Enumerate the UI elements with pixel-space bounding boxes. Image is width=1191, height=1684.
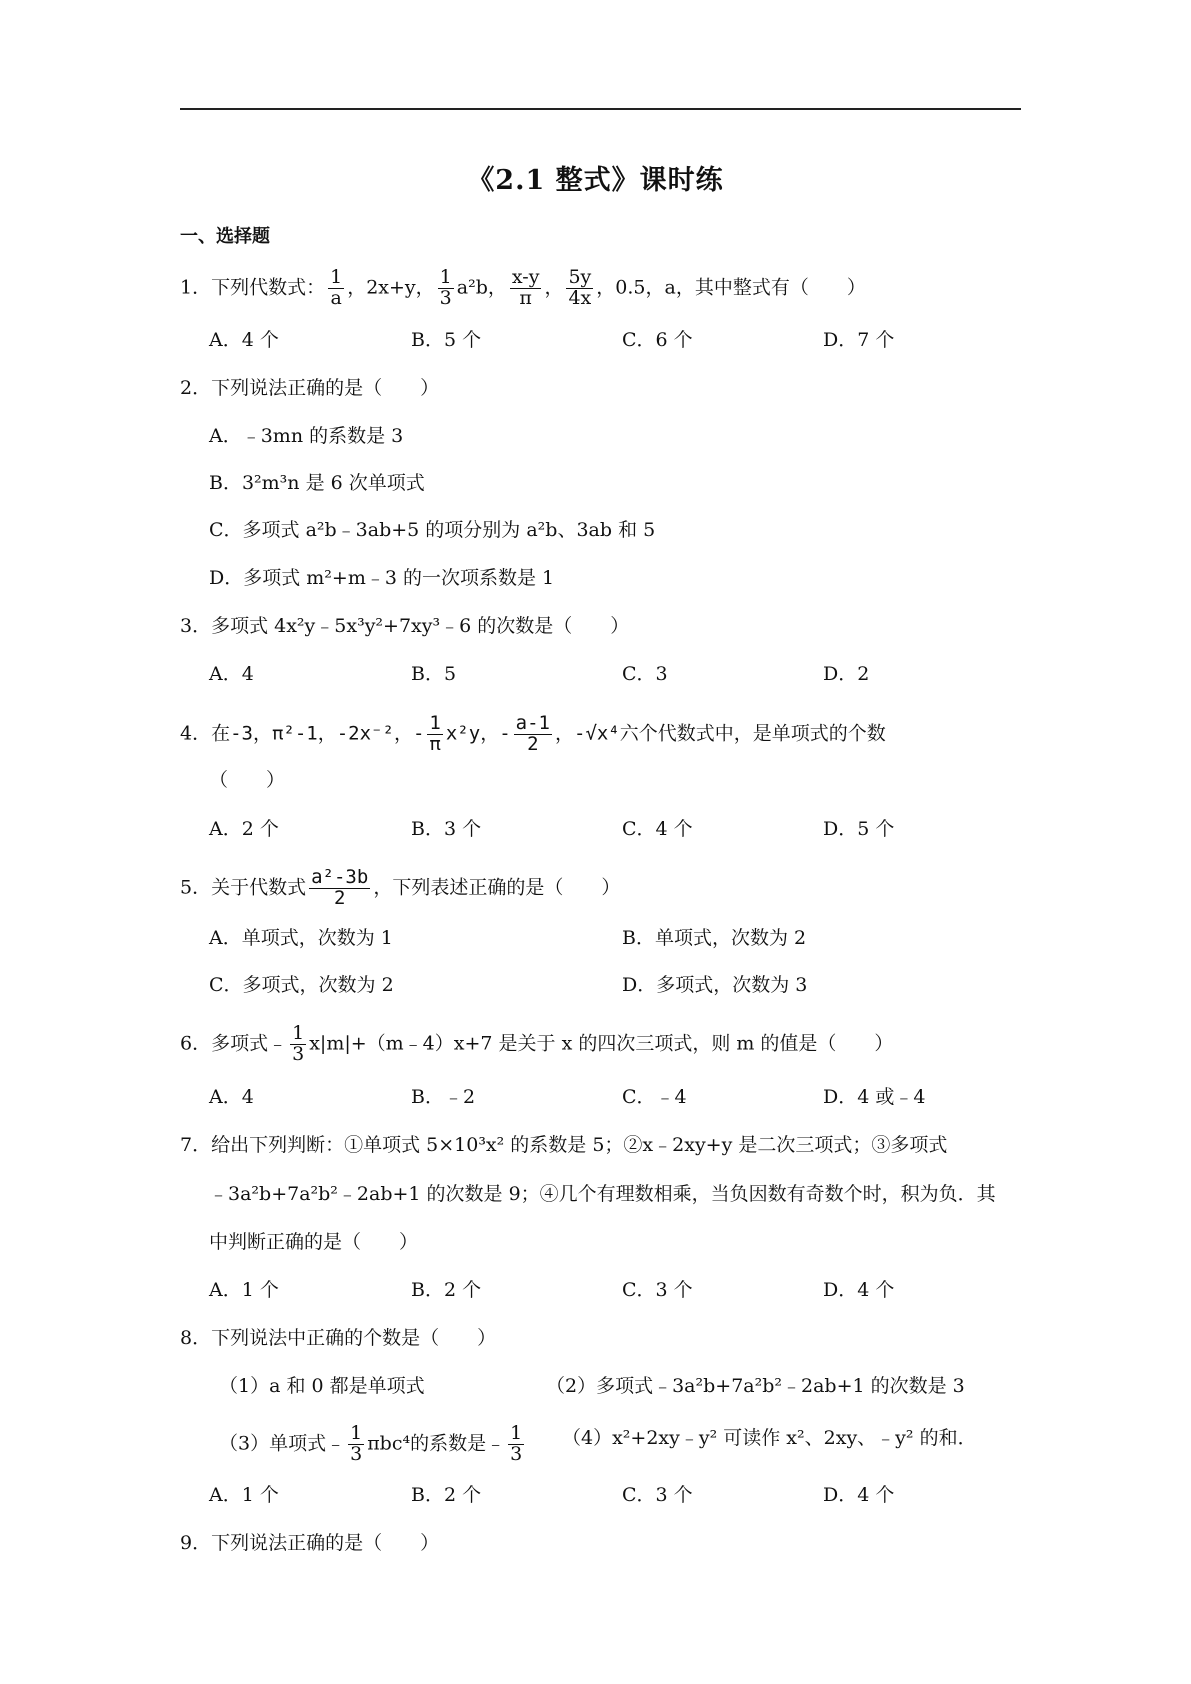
q4-option-b: B．3 个 [411,818,482,840]
question-3-stem: 3．多项式 4x²y﹣5x³y²+7xy³﹣6 的次数是（ ） [180,615,630,637]
q1-option-a: A．4 个 [209,329,279,351]
q5-option-d: D．多项式，次数为 3 [622,974,808,996]
section-heading: 一、选择题 [180,226,270,247]
header-rule [180,108,1021,110]
q8-option-b: B．2 个 [411,1484,482,1506]
q7-option-c: C．3 个 [622,1279,693,1301]
question-7-line-1: 7．给出下列判断：①单项式 5×10³x² 的系数是 5；②x﹣2xy+y 是二次三项式；③多项式 [180,1134,948,1156]
q6-option-b: B．﹣2 [411,1086,476,1108]
q8-statement-3: （3）单项式﹣ $\frac{1}{3}$ πbc⁴的系数是﹣ $\frac{1}{3}$ [219,1422,523,1465]
square-root: -√x⁴ [574,722,620,745]
q6-option-a: A．4 [209,1086,254,1108]
page-title: 《2.1 整式》课时练 [467,165,724,196]
fraction: $\frac{1}{3}$ [510,1422,523,1465]
q4-option-d: D．5 个 [823,818,895,840]
q2-option-c: C．多项式 a²b﹣3ab+5 的项分别为 a²b、3ab 和 5 [209,519,656,541]
fraction: $\frac{1}{3}$ [350,1422,363,1465]
q8-statement-4: （4）x²+2xy﹣y² 可读作 x²、2xy、﹣y² 的和． [562,1427,977,1449]
question-1-stem: 1．下列代数式： $\frac{1}{a}$ ，2x+y， $\frac{1}{3}$ a²b， $\frac{x-y}{\pi}$ ， $\frac{5y}{4x}$ ，0.5，a，其中整式有（ ） [180,266,866,309]
q8-option-c: C．3 个 [622,1484,693,1506]
question-6-stem: 6．多项式﹣ $\frac{1}{3}$ x|m|+（m﹣4）x+7 是关于 x 的四次三项式，则 m 的值是（ ） [180,1022,894,1065]
q5-option-c: C．多项式，次数为 2 [209,974,394,996]
q1-option-b: B．5 个 [411,329,482,351]
q6-option-c: C．﹣4 [622,1086,687,1108]
q4-paren: （ ） [209,769,286,791]
question-5-stem: 5．关于代数式 $\frac{\text{a²-3b}}{2}$ ，下列表述正确的是（ ） [180,866,621,909]
fraction: $\frac{a-1}{2}$ [515,712,550,755]
q2-option-d: D．多项式 m²+m﹣3 的一次项系数是 1 [209,567,555,589]
question-7-line-3: 中判断正确的是（ ） [209,1231,419,1253]
q8-statement-1: （1）a 和 0 都是单项式 [219,1375,425,1397]
fraction: $\frac{\text{a²-3b}}{2}$ [311,866,369,909]
q6-option-d: D．4 或﹣4 [823,1086,926,1108]
q4-option-c: C．4 个 [622,818,693,840]
q4-option-a: A．2 个 [209,818,279,840]
q8-statement-2: （2）多项式﹣3a²b+7a²b²﹣2ab+1 的次数是 3 [546,1375,965,1397]
q2-option-b: B．3²m³n 是 6 次单项式 [209,472,425,494]
question-2-stem: 2．下列说法正确的是（ ） [180,377,440,399]
q5-option-a: A．单项式，次数为 1 [209,927,393,949]
q3-option-a: A．4 [209,663,254,685]
fraction: $\frac{x-y}{\pi}$ [511,266,540,309]
question-9-stem: 9．下列说法正确的是（ ） [180,1532,440,1554]
fraction: $\frac{1}{a}$ [330,266,343,309]
fraction: $\frac{5y}{4x}$ [568,266,592,309]
q3-option-b: B．5 [411,663,457,685]
fraction: $\frac{1}{\pi}$ [429,712,441,755]
q8-option-a: A．1 个 [209,1484,279,1506]
q7-option-b: B．2 个 [411,1279,482,1301]
question-4-stem: 4．在-3，π²-1，-2x⁻²，- $\frac{1}{\pi}$ x²y，- $\frac{a-1}{2}$ ，-√x⁴六个代数式中，是单项式的个数 [180,712,886,755]
q1-option-c: C．6 个 [622,329,693,351]
q2-option-a: A．﹣3mn 的系数是 3 [209,425,404,447]
q7-option-a: A．1 个 [209,1279,279,1301]
q5-option-b: B．单项式，次数为 2 [622,927,807,949]
question-7-line-2: ﹣3a²b+7a²b²﹣2ab+1 的次数是 9；④几个有理数相乘，当负因数有奇数个时，积为负．其 [209,1183,996,1205]
fraction: $\frac{1}{3}$ [439,266,452,309]
q3-option-c: C．3 [622,663,668,685]
fraction: $\frac{1}{3}$ [292,1022,305,1065]
question-8-stem: 8．下列说法中正确的个数是（ ） [180,1327,497,1349]
q3-option-d: D．2 [823,663,870,685]
q7-option-d: D．4 个 [823,1279,895,1301]
q1-option-d: D．7 个 [823,329,895,351]
q8-option-d: D．4 个 [823,1484,895,1506]
